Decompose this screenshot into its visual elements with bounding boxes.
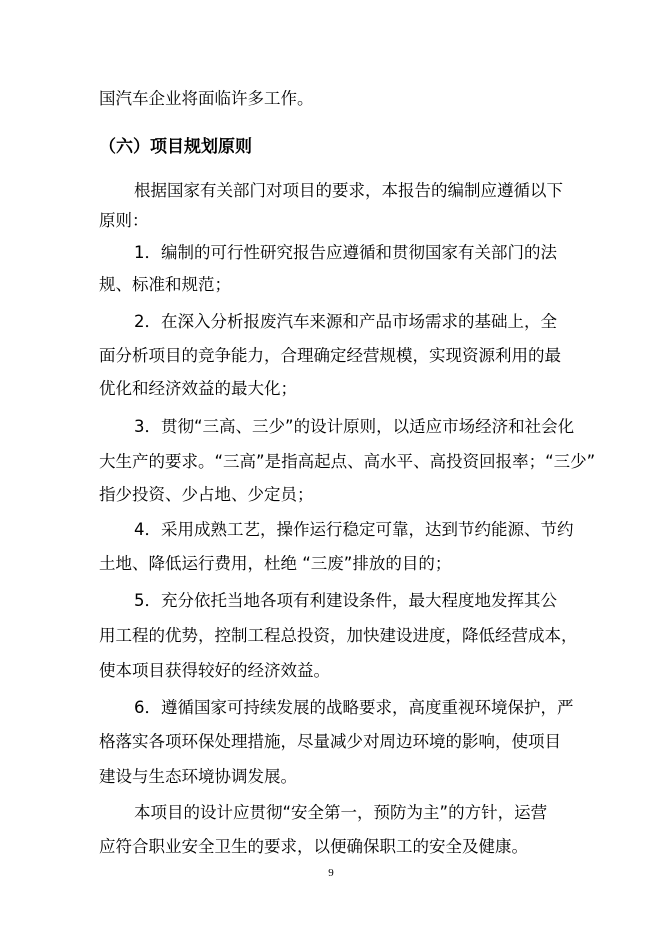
paragraph-line: 本项目的设计应贯彻“安全第一，预防为主”的方针，运营 <box>134 803 548 822</box>
list-item-line: 4．采用成熟工艺，操作运行稳定可靠，达到节约能源、节约 <box>134 520 574 539</box>
list-item-line: 优化和经济效益的最大化； <box>99 379 297 398</box>
list-item-line: 格落实各项环保处理措施，尽量减少对周边环境的影响，使项目 <box>99 732 561 751</box>
paragraph-line: 根据国家有关部门对项目的要求，本报告的编制应遵循以下 <box>134 181 563 200</box>
list-item-line: 6．遵循国家可持续发展的战略要求，高度重视环境保护，严 <box>134 698 574 717</box>
list-item-line: 面分析项目的竞争能力，合理确定经营规模，实现资源利用的最 <box>99 346 561 365</box>
list-item-line: 1．编制的可行性研究报告应遵循和贯彻国家有关部门的法 <box>134 243 557 262</box>
list-item-line: 规、标准和规范； <box>99 275 231 294</box>
list-item-line: 指少投资、少占地、少定员； <box>99 485 314 504</box>
list-item-line: 使本项目获得较好的经济效益。 <box>99 661 330 680</box>
list-item-line: 建设与生态环境协调发展。 <box>99 767 297 786</box>
list-item-line: 5．充分依托当地各项有利建设条件，最大程度地发挥其公 <box>134 591 557 610</box>
list-item-line: 3．贯彻“三高、三少”的设计原则，以适应市场经济和社会化 <box>134 417 575 436</box>
paragraph-line: 国汽车企业将面临许多工作。 <box>99 89 314 108</box>
page-number: 9 <box>328 867 334 879</box>
section-heading: （六）项目规划原则 <box>99 137 252 157</box>
list-item-line: 土地、降低运行费用，杜绝 “三废”排放的目的； <box>99 554 452 573</box>
list-item-line: 2．在深入分析报废汽车来源和产品市场需求的基础上，全 <box>134 312 557 331</box>
list-item-line: 用工程的优势，控制工程总投资，加快建设进度，降低经营成本， <box>99 626 578 645</box>
list-item-line: 大生产的要求。“三高”是指高起点、高水平、高投资回报率；“三少” <box>99 452 596 471</box>
paragraph-line: 原则： <box>99 211 149 230</box>
paragraph-line: 应符合职业安全卫生的要求，以便确保职工的安全及健康。 <box>99 837 528 856</box>
